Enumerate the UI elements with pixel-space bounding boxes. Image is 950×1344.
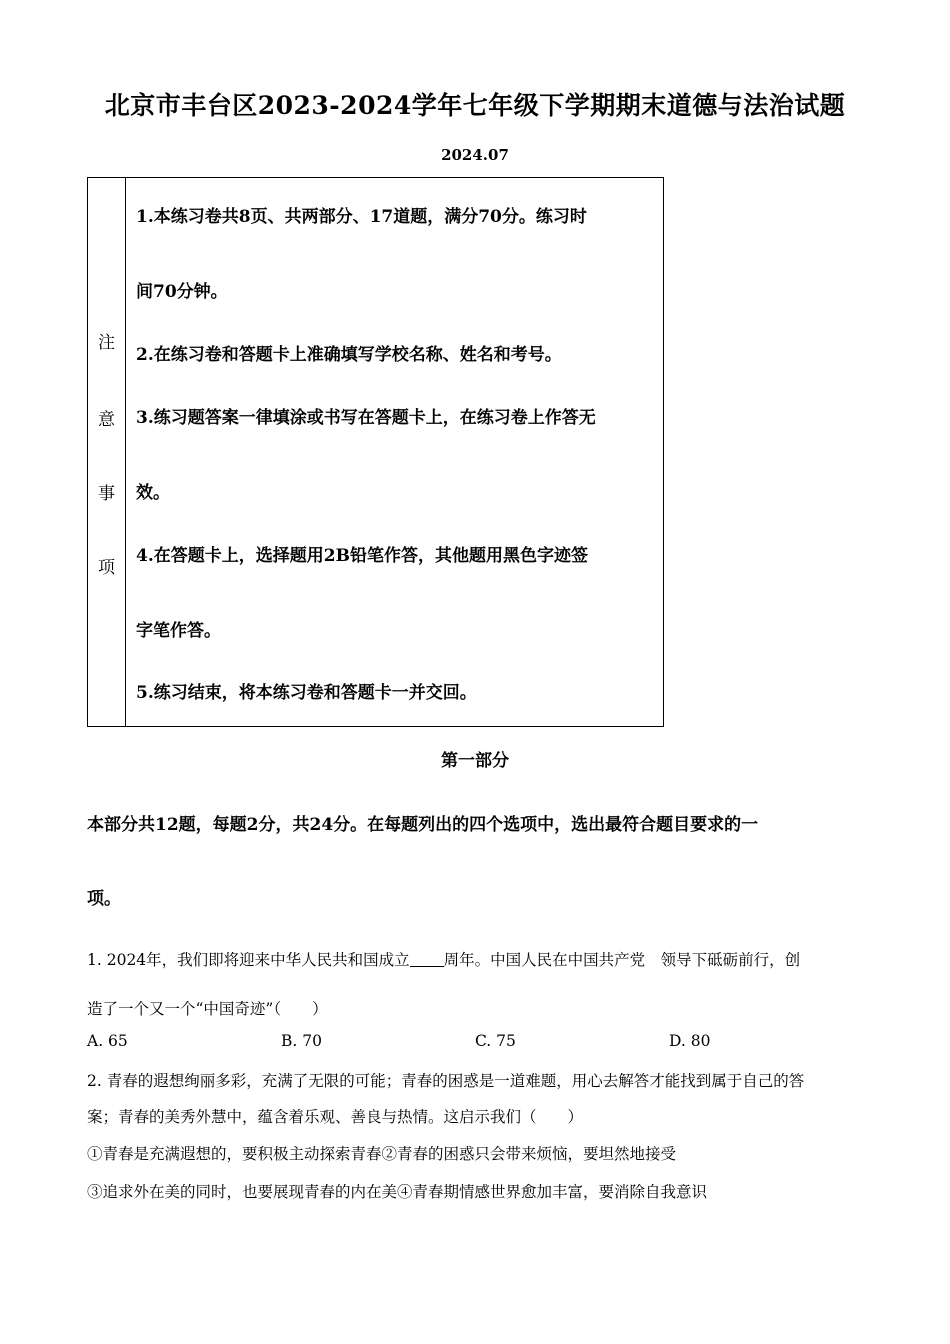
notice-divider	[125, 178, 126, 726]
page-title: 北京市丰台区2023-2024学年七年级下学期期末道德与法治试题	[104, 91, 846, 120]
notice-side-char: 事	[98, 484, 115, 504]
notice-box	[87, 177, 664, 727]
notice-line: 1.本练习卷共8页、共两部分、17道题，满分70分。练习时	[136, 207, 587, 227]
option-b: B. 70	[281, 1032, 322, 1050]
option-a: A. 65	[87, 1032, 128, 1050]
part-instruction: 项。	[87, 889, 121, 909]
notice-side-char: 项	[98, 558, 115, 578]
notice-line: 2.在练习卷和答题卡上准确填写学校名称、姓名和考号。	[136, 345, 562, 365]
exam-date: 2024.07	[441, 146, 509, 164]
notice-line: 间70分钟。	[136, 282, 228, 302]
question-2-stem: 2. 青春的遐想绚丽多彩，充满了无限的可能；青春的困惑是一道难题，用心去解答才能找到属于自己的答	[87, 1072, 805, 1090]
notice-line: 字笔作答。	[136, 621, 221, 641]
question-1-text-a: 1. 2024年，我们即将迎来中华人民共和国成立	[87, 951, 410, 969]
question-2-statements: ③追求外在美的同时，也要展现青春的内在美④青春期情感世界愈加丰富，要消除自我意识	[87, 1183, 708, 1201]
question-1-stem	[87, 948, 800, 970]
question-2-statements: ①青春是充满遐想的，要积极主动探索青春②青春的困惑只会带来烦恼，要坦然地接受	[87, 1145, 677, 1163]
part-title: 第一部分	[441, 751, 509, 771]
question-2-stem-cont: 案；青春的美秀外慧中，蕴含着乐观、善良与热情。这启示我们（ ）	[87, 1108, 584, 1126]
answer-blank	[410, 951, 444, 968]
notice-line: 4.在答题卡上，选择题用2B铅笔作答，其他题用黑色字迹签	[136, 546, 588, 566]
option-c: C. 75	[475, 1032, 516, 1050]
option-d: D. 80	[669, 1032, 711, 1050]
part-instruction: 本部分共12题，每题2分，共24分。在每题列出的四个选项中，选出最符合题目要求的一	[87, 815, 759, 835]
notice-line: 效。	[136, 483, 170, 503]
question-1-stem-cont: 造了一个又一个“中国奇迹”（ ）	[87, 1000, 328, 1018]
question-1-text-b: 周年。中国人民在中国共产党 领导下砥砺前行，创	[443, 951, 801, 969]
notice-side-char: 意	[98, 410, 115, 430]
notice-line: 5.练习结束，将本练习卷和答题卡一并交回。	[136, 683, 477, 703]
notice-side-char: 注	[98, 333, 115, 353]
notice-line: 3.练习题答案一律填涂或书写在答题卡上，在练习卷上作答无	[136, 408, 596, 428]
